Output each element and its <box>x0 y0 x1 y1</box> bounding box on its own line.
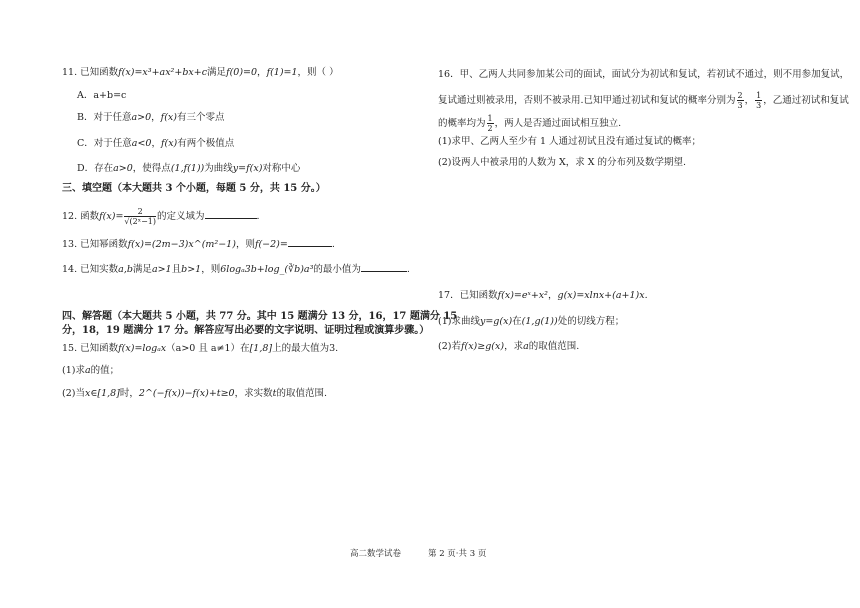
q14-text: 满足 <box>132 264 152 275</box>
section-3-heading: 三、填空题（本大题共 3 个小题，每题 5 分，共 15 分。） <box>62 183 326 194</box>
part-math: y=g(x) <box>479 316 513 327</box>
part-text: ，求实数 <box>234 388 273 399</box>
answer-blank[interactable] <box>205 208 257 219</box>
q14-period: . <box>406 264 410 275</box>
part-math: a <box>84 365 91 376</box>
q16-separator: ， <box>744 95 755 106</box>
q11-text: 已知函数 <box>80 67 119 78</box>
option-text: A．a+b=c <box>77 90 127 101</box>
option-text: 有三个零点 <box>176 112 225 123</box>
q14-text: ，则 <box>201 264 221 275</box>
q13-ask: f(−2)= <box>254 239 288 250</box>
q15-stem <box>62 342 338 356</box>
q14-text: 且 <box>171 264 182 275</box>
fraction-numerator: 1 <box>487 114 493 123</box>
fraction-numerator: 2 <box>737 91 743 100</box>
q13-function: f(x)=(2m−3)x^(m²−1) <box>127 239 236 250</box>
q16-line2 <box>438 91 849 110</box>
q11-option-c <box>77 137 234 151</box>
q17-function: f(x)=eˣ+x² <box>497 290 548 301</box>
part-text: 处的切线方程； <box>557 316 625 327</box>
q16-part1: (1)求甲、乙两人至少有 1 人通过初试且没有通过复试的概率； <box>438 136 702 147</box>
q12-text: 的定义域为 <box>157 211 205 222</box>
q12-number: 12. <box>62 211 78 222</box>
option-math: y=f(x) <box>232 163 263 174</box>
part-text: ，求 <box>504 341 524 352</box>
fraction-numerator: 2 <box>124 207 156 217</box>
q13-period: . <box>331 239 335 250</box>
q12-period: . <box>256 211 260 222</box>
part-math: f(x)≥g(x) <box>460 341 505 352</box>
part-math: 2^(−f(x))−f(x)+t≥0 <box>138 388 235 399</box>
q17-stem <box>438 289 648 303</box>
option-math: f(x) <box>160 112 177 123</box>
q11-function: f(x)=x³+ax²+bx+c <box>118 67 208 78</box>
option-text: 对称中心 <box>262 163 301 174</box>
q14-expression: 6logₐ3b+log_(∛b)a³ <box>220 264 314 275</box>
q12-function: f(x)= <box>99 211 124 222</box>
fraction-two-thirds <box>737 91 744 110</box>
option-text: ，使得点 <box>132 163 171 174</box>
part-math: x∈[1,8] <box>84 388 120 399</box>
fraction-denominator: 3 <box>756 101 762 110</box>
option-text: D．存在 <box>77 163 114 174</box>
footer-title: 高二数学试卷 <box>350 549 402 559</box>
section-4-line: 分，18，19 题满分 17 分。解答应写出必要的文字说明、证明过程或演算步骤。） <box>62 325 430 336</box>
part-text: (2)若 <box>438 341 461 352</box>
q17-period: . <box>644 290 648 301</box>
section-4-line: 四、解答题（本大题共 5 小题，共 77 分。其中 15 题满分 13 分，16，17 题满分 15 <box>62 311 458 322</box>
q17-function: g(x)=xlnx+(a+1)x <box>557 290 645 301</box>
option-text: 有两个极值点 <box>177 138 235 149</box>
q15-text: 上的最大值为3. <box>272 343 339 354</box>
q16-line1: 16．甲、乙两人共同参加某公司的面试，面试分为初试和复试，若初试不通过，则不用参加复试， <box>438 69 850 80</box>
q13 <box>62 236 335 252</box>
fraction-denominator: √(2ˣ−1) <box>124 217 157 226</box>
q14-text: 的最小值为 <box>313 264 361 275</box>
part-text: (2)当 <box>62 388 85 399</box>
q16-line3 <box>438 114 621 133</box>
q11-stem <box>62 66 339 80</box>
q11-condition: f(0)=0 <box>226 67 258 78</box>
q14 <box>62 261 410 277</box>
fraction-numerator: 1 <box>756 91 762 100</box>
part-text: (1)求曲线 <box>438 316 480 327</box>
part-text: 的取值范围. <box>528 341 580 352</box>
q11-separator: ， <box>257 67 267 78</box>
q11-text: 满足 <box>207 67 227 78</box>
q16-text: 复试通过则被录用，否则不被录用.已知甲通过初试和复试的概率分别为 <box>438 95 736 106</box>
q17-separator: ， <box>547 290 558 301</box>
q15-part2 <box>62 387 327 401</box>
part-math: a <box>523 341 529 352</box>
q12-text: 函数 <box>80 211 100 222</box>
part-text: 的取值范围. <box>276 388 327 399</box>
option-text: B．对于任意 <box>77 112 132 123</box>
fraction-one-half <box>487 114 494 133</box>
part-text: 时， <box>119 388 139 399</box>
part-text: (1)求 <box>62 365 85 376</box>
option-math: a<0 <box>131 138 152 149</box>
fraction-denominator: 3 <box>737 101 743 110</box>
option-math: a>0 <box>113 163 133 174</box>
q15-text: 已知函数 <box>80 343 119 354</box>
q11-option-d <box>77 162 300 176</box>
fraction-one-third <box>755 91 762 110</box>
q16-part2: (2)设两人中被录用的人数为 X，求 X 的分布列及数学期望. <box>438 157 687 168</box>
q15-function: f(x)=logₐx <box>118 343 167 354</box>
q11-option-b <box>77 111 224 125</box>
option-text: C．对于任意 <box>77 138 132 149</box>
q12 <box>62 207 260 226</box>
q13-number: 13. <box>62 239 78 250</box>
q14-number: 14. <box>62 264 78 275</box>
option-text: 为曲线 <box>204 163 233 174</box>
q17-number: 17． <box>438 290 460 301</box>
q15-interval: [1,8] <box>249 343 273 354</box>
answer-blank[interactable] <box>288 236 332 247</box>
option-math: (1,f(1)) <box>170 163 205 174</box>
q15-text: 在 <box>240 343 250 354</box>
q14-math: a,b <box>118 264 133 275</box>
q11-condition: f(1)=1 <box>266 67 298 78</box>
section-4-heading <box>62 310 457 338</box>
q17-part1 <box>438 315 624 329</box>
q13-text: ，则 <box>235 239 255 250</box>
q17-text: 已知函数 <box>459 290 498 301</box>
q11-text: ，则（ ） <box>297 67 339 78</box>
option-text: ， <box>151 138 161 149</box>
part-text: 的值； <box>90 365 120 376</box>
q14-math: b>1 <box>181 264 202 275</box>
option-math: a>0 <box>131 112 152 123</box>
part-math: t <box>272 388 277 399</box>
answer-blank[interactable] <box>361 261 407 272</box>
q16-text: 的概率均为 <box>438 118 486 129</box>
part-text: 在 <box>512 316 522 327</box>
q15-number: 15. <box>62 343 78 354</box>
option-text: ， <box>151 112 161 123</box>
q11-number: 11. <box>62 67 78 78</box>
q11-option-a <box>77 89 126 103</box>
q13-text: 已知幂函数 <box>80 239 128 250</box>
q16-text: ，两人是否通过面试相互独立. <box>494 118 622 129</box>
part-math: (1,g(1)) <box>521 316 558 327</box>
q16-text: ，乙通过初试和复试 <box>763 95 849 106</box>
fraction-denominator: 2 <box>487 124 493 133</box>
q15-part1 <box>62 364 119 378</box>
q14-math: a>1 <box>151 264 172 275</box>
footer-page-number: 第 2 页·共 3 页 <box>428 549 487 559</box>
q17-part2 <box>438 340 579 354</box>
q12-fraction <box>124 207 156 226</box>
q14-text: 已知实数 <box>80 264 119 275</box>
q15-condition: （a>0 且 a≠1） <box>166 343 241 354</box>
option-math: f(x) <box>160 138 178 149</box>
